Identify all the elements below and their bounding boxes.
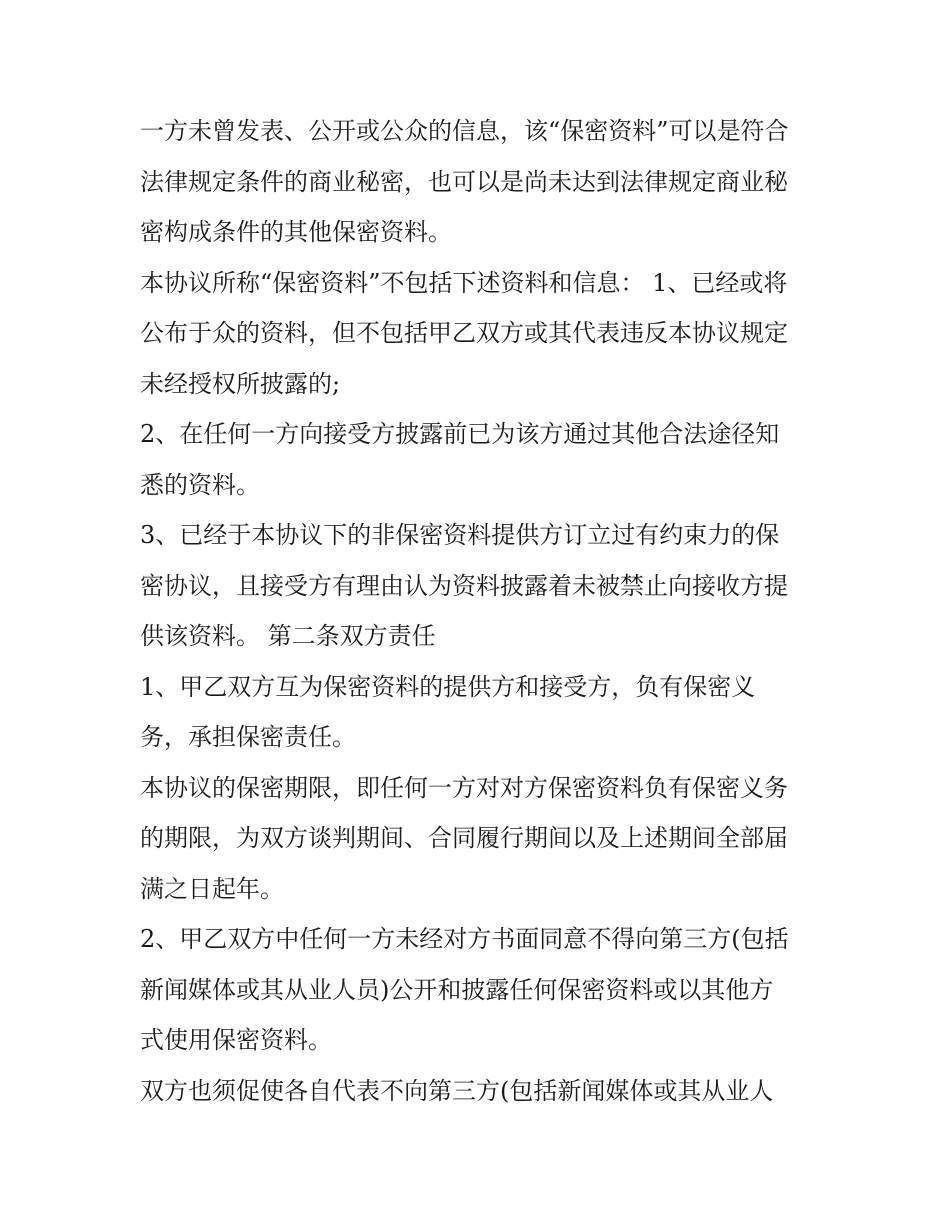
text-line: 本协议的保密期限，即任何一方对对方保密资料负有保密义务	[140, 773, 788, 802]
text-line: 2、甲乙双方中任何一方未经对方书面同意不得向第三方(包括	[140, 925, 789, 953]
text-line: 法律规定条件的商业秘密，也可以是尚未达到法律规定商业秘	[140, 167, 788, 196]
paragraph	[140, 106, 830, 258]
text-line: 新闻媒体或其从业人员)公开和披露任何保密资料或以其他方	[140, 975, 774, 1004]
text-line: 2、在任何一方向接受方披露前已为该方通过其他合法途径知	[140, 420, 780, 448]
paragraph	[140, 662, 830, 763]
paragraph	[140, 409, 830, 510]
paragraph	[140, 1066, 830, 1117]
paragraph	[140, 258, 830, 410]
text-line: 满之日起年。	[140, 874, 284, 903]
text-line: 密构成条件的其他保密资料。	[140, 218, 452, 246]
document-body	[140, 106, 830, 1116]
text-line: 本协议所称“保密资料”不包括下述资料和信息： 1、已经或将	[140, 268, 788, 297]
paragraph	[140, 510, 830, 662]
paragraph	[140, 914, 830, 1066]
text-line: 悉的资料。	[140, 470, 260, 499]
text-line: 一方未曾发表、公开或公众的信息，该“保密资料”可以是符合	[140, 117, 789, 145]
text-line: 的期限，为双方谈判期间、合同履行期间以及上述期间全部届	[140, 824, 788, 852]
text-line: 公布于众的资料，但不包括甲乙双方或其代表违反本协议规定	[140, 319, 788, 347]
text-line: 式使用保密资料。	[140, 1026, 332, 1054]
text-line: 3、已经于本协议下的非保密资料提供方订立过有约束力的保	[140, 521, 780, 549]
text-line: 双方也须促使各自代表不向第三方(包括新闻媒体或其从业人	[140, 1076, 774, 1105]
text-line: 务，承担保密责任。	[140, 723, 356, 751]
text-line: 密协议，且接受方有理由认为资料披露着未被禁止向接收方提	[140, 571, 788, 600]
text-line: 供该资料。 第二条双方责任	[140, 622, 436, 650]
text-line: 1、甲乙双方互为保密资料的提供方和接受方，负有保密义	[140, 672, 756, 701]
text-line: 未经授权所披露的;	[140, 369, 341, 398]
paragraph	[140, 763, 830, 915]
